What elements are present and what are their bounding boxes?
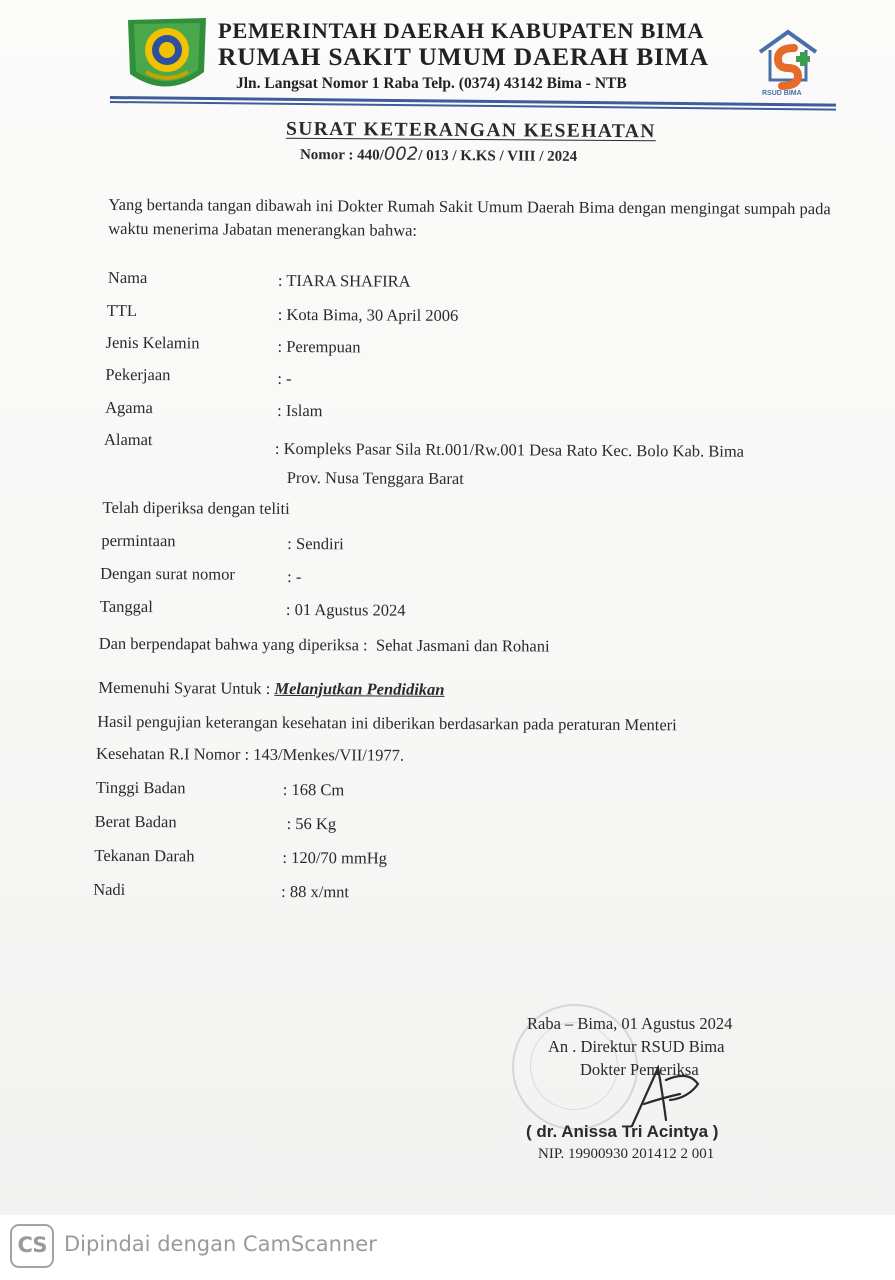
letterhead-line1: PEMERINTAH DAERAH KABUPATEN BIMA [218,18,705,43]
purpose-line [98,678,444,700]
signature-role: Dokter Pemeriksa [580,1060,699,1079]
pekerjaan-value: : - [277,368,292,388]
berat-badan-value: : 56 Kg [286,813,337,834]
jenis-kelamin-label: Jenis Kelamin [105,332,200,353]
camscanner-logo-icon: CS [10,1224,54,1268]
letterhead-line2: RUMAH SAKIT UMUM DAERAH BIMA [218,42,709,71]
nadi-value: : 88 x/mnt [281,881,350,902]
opinion-label: Dan berpendapat bahwa yang diperiksa : [98,633,368,655]
rsud-logo-caption: RSUD BIMA [762,90,802,97]
ttl-value: : Kota Bima, 30 April 2006 [277,304,459,325]
purpose-label: Memenuhi Syarat Untuk : [98,677,271,698]
document-number-prefix: Nomor : 440/ [299,147,384,164]
agama-value: : Islam [277,400,323,421]
regulation-line1: Hasil pengujian keterangan kesehatan ini diberikan berdasarkan pada peraturan Menteri [97,711,677,735]
document-number-handwritten: 002 [383,143,419,165]
tekanan-darah-value: : 120/70 mmHg [282,847,387,868]
permintaan-value: : Sendiri [287,533,344,554]
pekerjaan-label: Pekerjaan [105,364,171,385]
purpose-value: Melanjutkan Pendidikan [274,678,445,699]
signature-on-behalf: An . Direktur RSUD Bima [548,1037,725,1056]
jenis-kelamin-value: : Perempuan [277,336,361,357]
tanggal-value: : 01 Agustus 2024 [285,599,406,620]
alamat-value: : Kompleks Pasar Sila Rt.001/Rw.001 Desa Rato Kec. Bolo Kab. Bima [274,438,745,461]
nadi-label: Nadi [93,879,126,899]
alamat-value-line2: Prov. Nusa Tenggara Barat [286,467,464,489]
intro-paragraph: Yang bertanda tangan dibawah ini Dokter Rumah Sakit Umum Daerah Bima dengan mengingat sumpah pada waktu menerima Jabatan menerangkan bahwa: [108,194,831,240]
nama-label: Nama [107,267,148,288]
permintaan-label: permintaan [101,530,176,551]
berat-badan-label: Berat Badan [94,811,177,832]
opinion-value: Sehat Jasmani dan Rohani [375,635,550,656]
ttl-label: TTL [106,300,138,321]
letterhead-address: Jln. Langsat Nomor 1 Raba Telp. (0374) 43142 Bima - NTB [236,75,627,92]
tinggi-badan-value: : 168 Cm [282,779,345,800]
surat-nomor-value: : - [287,566,302,587]
signatory-nip: NIP. 19900930 201412 2 001 [538,1146,715,1162]
tinggi-badan-label: Tinggi Badan [95,777,186,798]
signature-place-date: Raba – Bima, 01 Agustus 2024 [527,1014,733,1033]
document-title: SURAT KETERANGAN KESEHATAN [285,118,656,143]
tanggal-label: Tanggal [99,596,153,617]
tekanan-darah-label: Tekanan Darah [94,845,195,866]
camscanner-watermark-text: Dipindai dengan CamScanner [64,1232,377,1256]
agama-label: Agama [105,397,153,418]
alamat-label: Alamat [103,429,153,450]
surat-nomor-label: Dengan surat nomor [100,563,235,584]
signatory-name: ( dr. Anissa Tri Acintya ) [526,1122,719,1141]
checked-statement: Telah diperiksa dengan teliti [102,497,290,518]
opinion-line [99,634,550,657]
nama-value: : TIARA SHAFIRA [277,270,411,291]
regulation-line2: Kesehatan R.I Nomor : 143/Menkes/VII/1977. [95,743,405,765]
document-number-suffix: / 013 / K.KS / VIII / 2024 [418,147,578,165]
